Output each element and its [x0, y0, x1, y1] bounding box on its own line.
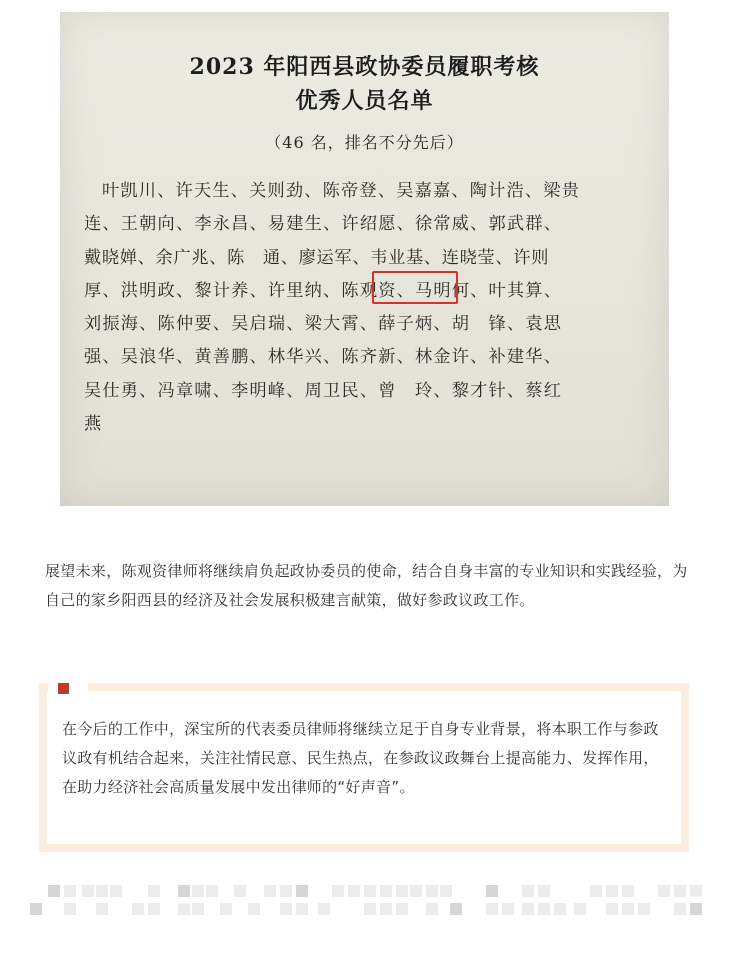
document-photo	[60, 12, 669, 506]
quote-text: 在今后的工作中，深宝所的代表委员律师将继续立足于自身专业背景，将本职工作与参政议政有机结合起来，关注社情民意、民生热点，在参政议政舞台上提高能力、发挥作用，在助力经济社会高质量发展中发出律师的“好声音”。	[62, 720, 659, 796]
name-list	[84, 175, 659, 441]
document-subtitle: （46 名，排名不分先后）	[265, 133, 464, 152]
name-list-line: 燕	[84, 414, 103, 435]
document-title-line2: 优秀人员名单	[295, 88, 434, 114]
name-list-line: 戴晓婵、余广兆、陈 通、廖运军、韦业基、连晓莹、许则	[84, 247, 550, 268]
quote-marker-icon	[58, 683, 69, 694]
body-paragraph: 展望未来，陈观资律师将继续肩负起政协委员的使命，结合自身丰富的专业知识和实践经验，为自己的家乡阳西县的经济及社会发展积极建言献策，做好参政议政工作。	[45, 562, 688, 609]
document-title: 2023 年阳西县政协委员履职考核	[189, 54, 540, 80]
name-list-line: 强、吴浪华、黄善鹏、林华兴、陈齐新、林金许、补建华、	[84, 347, 563, 368]
name-list-line: 连、王朝向、李永昌、易建生、许绍愿、徐常威、郭武群、	[84, 214, 563, 235]
name-list-line: 厚、洪明政、黎计养、许里纳、陈观资、马明何、叶其算、	[84, 280, 563, 301]
quote-box	[39, 683, 689, 852]
name-list-line: 叶凯川、许天生、关则劲、陈帝登、吴嘉嘉、陶计浩、梁贵	[102, 181, 581, 201]
pixel-divider	[30, 883, 710, 919]
name-highlight-box	[372, 271, 458, 304]
name-list-line: 吴仕勇、冯章啸、李明峰、周卫民、曾 玲、黎才针、蔡红	[84, 380, 563, 401]
name-list-line: 刘振海、陈仲要、吴启瑞、梁大霄、薛子炳、胡 锋、袁思	[84, 314, 563, 335]
